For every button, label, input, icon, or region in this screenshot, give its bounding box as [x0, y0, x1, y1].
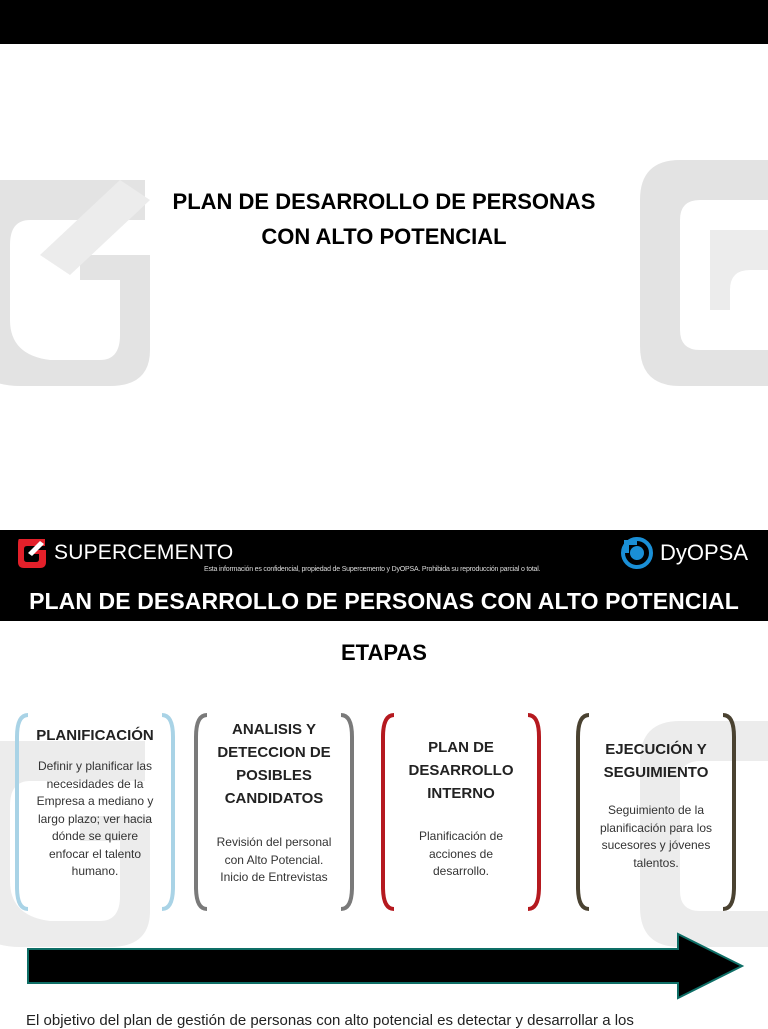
slide-title-line1: PLAN DE DESARROLLO DE PERSONAS	[172, 189, 596, 214]
stage-description: Seguimiento de la planificación para los sucesores y jóvenes talentos.	[599, 803, 713, 870]
supercemento-brand	[16, 535, 233, 571]
slide-title-line2: CON ALTO POTENCIAL	[261, 224, 507, 249]
dyopsa-logo-text: DyOPSA	[659, 540, 748, 565]
dyopsa-brand	[620, 535, 748, 571]
supercemento-logo-text: SUPERCEMENTO	[54, 541, 234, 564]
top-black-bar	[0, 0, 768, 44]
stage-description: Revisión del personal con Alto Potencial. Inicio de Entrevistas	[216, 835, 332, 884]
supercemento-logo-icon	[16, 537, 48, 569]
objective-text: El objetivo del plan de gestión de personas con alto potencial es detectar y desarrollar a los	[26, 1012, 634, 1029]
title-slide	[0, 44, 768, 530]
section-title: ETAPAS	[341, 640, 427, 665]
stage-ejecucion	[575, 712, 737, 912]
stage-title: PLANIFICACIÓN	[36, 727, 154, 744]
progress-arrow	[26, 932, 746, 1000]
confidential-notice: Esta información es confidencial, propiedad de Supercemento y DyOPSA. Prohibida su reproducción parcial o total.	[204, 566, 541, 573]
stage-planificacion	[14, 712, 176, 912]
dyopsa-logo-icon	[620, 536, 654, 570]
stage-title: PLAN DE DESARROLLO INTERNO	[408, 739, 514, 802]
stage-description: Planificación de acciones de desarrollo.	[418, 829, 504, 878]
stage-description: Definir y planificar las necesidades de la Empresa a mediano y largo plazo; ver hacia dónde se quiere enfocar el talento humano.	[36, 759, 154, 878]
slide-header-title: PLAN DE DESARROLLO DE PERSONAS CON ALTO POTENCIAL	[29, 588, 739, 614]
slide-title	[0, 184, 768, 254]
stage-title: EJECUCIÓN Y SEGUIMIENTO	[603, 741, 709, 781]
stage-title: ANALISIS Y DETECCION DE POSIBLES CANDIDATOS	[217, 721, 331, 807]
stage-plan-desarrollo	[380, 712, 542, 912]
stage-analisis	[193, 712, 355, 912]
